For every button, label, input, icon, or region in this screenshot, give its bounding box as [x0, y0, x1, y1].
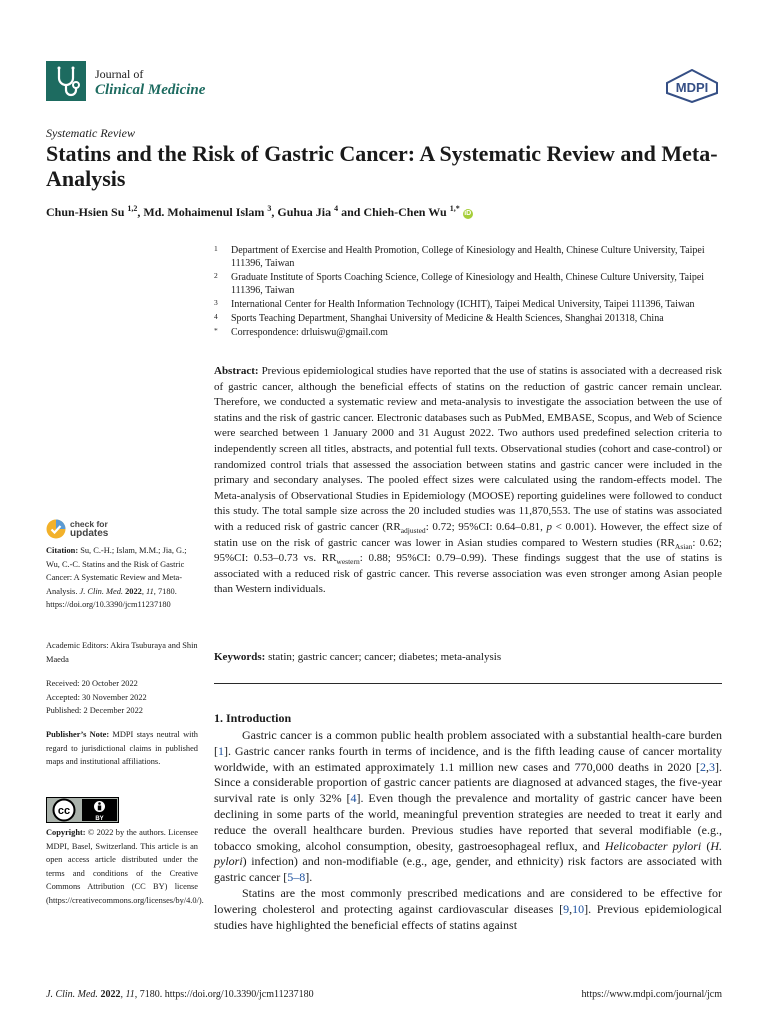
footer-volume: , 11	[120, 989, 135, 1000]
citation-reference-link[interactable]: 1	[218, 743, 224, 758]
abstract-subscript: Asian	[674, 541, 693, 551]
journal-logo-icon	[46, 61, 86, 101]
affiliation-list	[214, 244, 726, 339]
cc-by-text: BY	[95, 816, 104, 822]
abstract-subscript: adjusted	[400, 526, 426, 536]
abstract-text: Previous epidemiological studies have reported that the use of statins is associated with a decreased risk of gastric cancer, although the beneficial effects of statins on the reduction of gastric cancer remain unclear. Therefore, we conducted a systematic review and meta-analysis to investigate the association between the use of statins and the risk of gastric cancer. Electronic databases such as PubMed, EMBASE, Scopus, and Web of Science were searched between 1 January 2000 and 31 August 2022. Two authors used predefined selection criteria to independently screen all titles, abstracts, and potential full texts. Observational studies (cohort and case-control) or randomized control trials that assessed the association between statins and gastric cancer were included in the primary and secondary analyses. The pooled effect sizes were calculated using the random-effects model. The Meta-analysis of Observational Studies in Epidemiology (MOOSE) reporting guidelines were followed to conduct this study. The total sample size across the 20 included studies was 11,870,553. The use of statins was associated with a reduced risk of gastric cancer (RR	[214, 365, 722, 533]
article-title: Statins and the Risk of Gastric Cancer: A Systematic Review and Meta-Analysis	[46, 141, 718, 191]
correspondence-text: Correspondence: drluiswu@gmail.com	[231, 326, 388, 338]
author-separator: ,	[271, 205, 278, 219]
section-heading-introduction: 1. Introduction	[214, 711, 292, 725]
body-text: ]. Gastric cancer ranks fourth in terms of incidence, and is the fifth leading cause of cancer mortality worldwide, with an estimated approximately 1.1 million new cases and 770,000 deaths in 2020 [	[214, 743, 722, 774]
citation-reference-link[interactable]: 10	[572, 901, 585, 916]
publishers-note-label: Publisher’s Note:	[46, 730, 110, 739]
body-text: ) infection) and non-modifiable (e.g., age, gender, and ethnicity) risk factors are associated with gastric cancer [	[214, 854, 722, 885]
author-name: Md. Mohaimenul Islam	[143, 205, 265, 219]
publishers-note-text: MDPI stays neutral with regard to jurisdictional claims in published maps and institutional affiliations.	[46, 730, 198, 766]
abstract-text: : 0.62; 95%CI: 0.53–0.73 vs. RR	[214, 536, 722, 565]
mdpi-logo-text: MDPI	[675, 80, 709, 95]
citation-text: Su, C.-H.; Islam, M.M.; Jia, G.; Wu, C.-C. Statins and the Risk of Gastric Cancer: A Systematic Review and Meta-Analysis.	[46, 546, 187, 596]
author-affil-sup: 1,2	[127, 204, 138, 213]
author-affil-sup: 1,*	[449, 204, 460, 213]
abstract-italic: p	[546, 520, 553, 533]
abstract-text: : 0.72; 95%CI: 0.64–0.81,	[425, 520, 547, 533]
check-for-updates-label	[70, 520, 108, 538]
crossmark-icon	[46, 519, 66, 539]
abstract	[214, 364, 722, 598]
citation-reference-link[interactable]: 3	[709, 759, 715, 774]
citation-reference-link[interactable]: 2	[700, 759, 706, 774]
author-name: Chun-Hsien Su	[46, 205, 125, 219]
affiliation-number: 4	[214, 311, 218, 321]
author-name: Chieh-Chen Wu	[363, 205, 447, 219]
author-affil-sup: 3	[267, 204, 272, 213]
cc-by-license-icon[interactable]	[46, 797, 119, 823]
publishers-note	[46, 728, 198, 769]
published-date: Published: 2 December 2022	[46, 706, 143, 715]
journal-title: Clinical Medicine	[95, 82, 206, 98]
body-text: ]. Previous epidemiological studies have highlighted the beneficial effects of statins against	[214, 901, 722, 932]
citation-doi-link[interactable]: , 7180. https://doi.org/10.3390/jcm11237180	[46, 586, 177, 609]
academic-editors: Academic Editors: Akira Tsuburaya and Shin Maeda	[46, 641, 198, 664]
copyright-label: Copyright:	[46, 828, 86, 837]
affiliation-number: 2	[214, 271, 218, 280]
author-affil-sup: 4	[334, 204, 339, 213]
footer-journal: J. Clin. Med.	[46, 989, 98, 1000]
affiliation-text: Graduate Institute of Sports Coaching Science, College of Kinesiology and Health, Chinese Culture University, Taipei 111396, Taiwan	[231, 272, 705, 297]
author-name: Guhua Jia	[277, 205, 332, 219]
cc-logo-text: cc	[57, 805, 71, 817]
copyright-block	[46, 826, 204, 907]
citation-block	[46, 544, 198, 612]
publication-dates	[46, 677, 198, 718]
italic-text: H. pylori	[214, 838, 723, 869]
italic-text: Helicobacter pylori	[604, 838, 702, 853]
intro-paragraph	[214, 728, 722, 886]
abstract-subscript: western	[336, 557, 360, 567]
abstract-label: Abstract:	[214, 365, 259, 377]
journal-name	[95, 66, 205, 98]
abstract-text: : 0.88; 95%CI: 0.79–0.99). These findings suggest that the use of statins is associated with a reduced risk of gastric cancer. This reverse association was even stronger among Asian people than Western individuals.	[214, 552, 722, 596]
body-text: ,	[569, 901, 573, 916]
received-date: Received: 20 October 2022	[46, 679, 138, 688]
citation-reference-link[interactable]: 4	[350, 791, 357, 806]
affiliation-item	[214, 271, 726, 297]
body-text: ,	[706, 759, 709, 774]
affiliation-item	[214, 244, 726, 270]
affiliation-item	[214, 312, 726, 325]
affiliation-item	[214, 298, 726, 311]
orcid-icon[interactable]: iD	[464, 210, 472, 217]
footer-journal-url[interactable]: https://www.mdpi.com/journal/jcm	[581, 989, 722, 1000]
check-for-updates-button[interactable]	[46, 519, 198, 539]
body-text: ]. Since a considerable proportion of gastric cancer patients are diagnosed at advanced stages, the five-year survival rate is only 32% [	[214, 759, 722, 806]
footer-year: 2022	[97, 989, 121, 1000]
footer-doi-link[interactable]: , 7180. https://doi.org/10.3390/jcm11237180	[134, 989, 314, 1000]
body-text: Gastric cancer is a common public health problem associated with a substantial health-care burden [	[214, 728, 722, 758]
citation-reference-link[interactable]: 5–8	[287, 870, 306, 885]
mdpi-logo-icon	[664, 69, 720, 103]
citation-volume: , 11	[141, 586, 154, 596]
body-text: (	[701, 838, 711, 853]
keywords-label: Keywords:	[214, 651, 266, 663]
check-for-updates-line: check for	[70, 519, 108, 529]
intro-paragraph	[214, 886, 722, 933]
abstract-text: < 0.001). However, the effect size of statin use on the risk of gastric cancer was lower in Asian studies compared to Western studies (RR	[214, 520, 722, 549]
citation-label: Citation:	[46, 546, 79, 555]
affiliation-number: 3	[214, 298, 218, 307]
affiliation-number: 1	[214, 244, 218, 253]
affiliation-text: International Center for Health Information Technology (ICHIT), Taipei Medical University, Taipei 111396, Taiwan	[231, 299, 695, 310]
body-text: ].	[305, 870, 313, 885]
body-text: ]. Even though the prevalence and mortality of gastric cancer have been declining in some parts of the world, meaningful prevention strategies are needed to treat it early and reduce the overall healthcare burden. Previous studies have reported that several modifiable (e.g., tobacco smoking, alcohol consumption, obesity, gastroesophageal reflux, and	[214, 791, 722, 853]
affiliation-text: Department of Exercise and Health Promotion, College of Kinesiology and Health, Chinese Culture University, Taipei 111396, Taiwan	[231, 245, 705, 270]
keywords	[214, 650, 722, 665]
accepted-date: Accepted: 30 November 2022	[46, 692, 147, 702]
affiliation-text: Sports Teaching Department, Shanghai University of Medicine & Health Sciences, Shanghai 201318, China	[231, 312, 664, 324]
author-list	[46, 204, 726, 220]
body-text: Statins are the most commonly prescribed medications and are considered to be effective for lowering cholesterol and protecting against cardiovascular diseases [	[214, 885, 722, 916]
journal-of-label: Journal of	[95, 67, 144, 81]
citation-year: 2022	[123, 586, 142, 596]
introduction-body	[214, 728, 722, 933]
author-separator: ,	[137, 205, 144, 219]
citation-journal: J. Clin. Med.	[79, 586, 123, 596]
footer-citation	[46, 989, 314, 1000]
affiliation-number: *	[214, 325, 218, 335]
author-separator: and	[338, 205, 364, 219]
copyright-text: © 2022 by the authors. Licensee MDPI, Basel, Switzerland. This article is an open access article distributed under the terms and conditions of the Creative Commons Attribution (CC BY) license (https://creativecommons.org/licenses/by/4.0/).	[46, 828, 204, 905]
citation-reference-link[interactable]: 9	[563, 901, 570, 916]
correspondence-item	[214, 326, 726, 339]
section-divider	[214, 683, 722, 684]
check-for-updates-line: updates	[70, 528, 109, 539]
article-type: Systematic Review	[46, 126, 135, 140]
keywords-text: statin; gastric cancer; cancer; diabetes; meta-analysis	[265, 651, 502, 663]
